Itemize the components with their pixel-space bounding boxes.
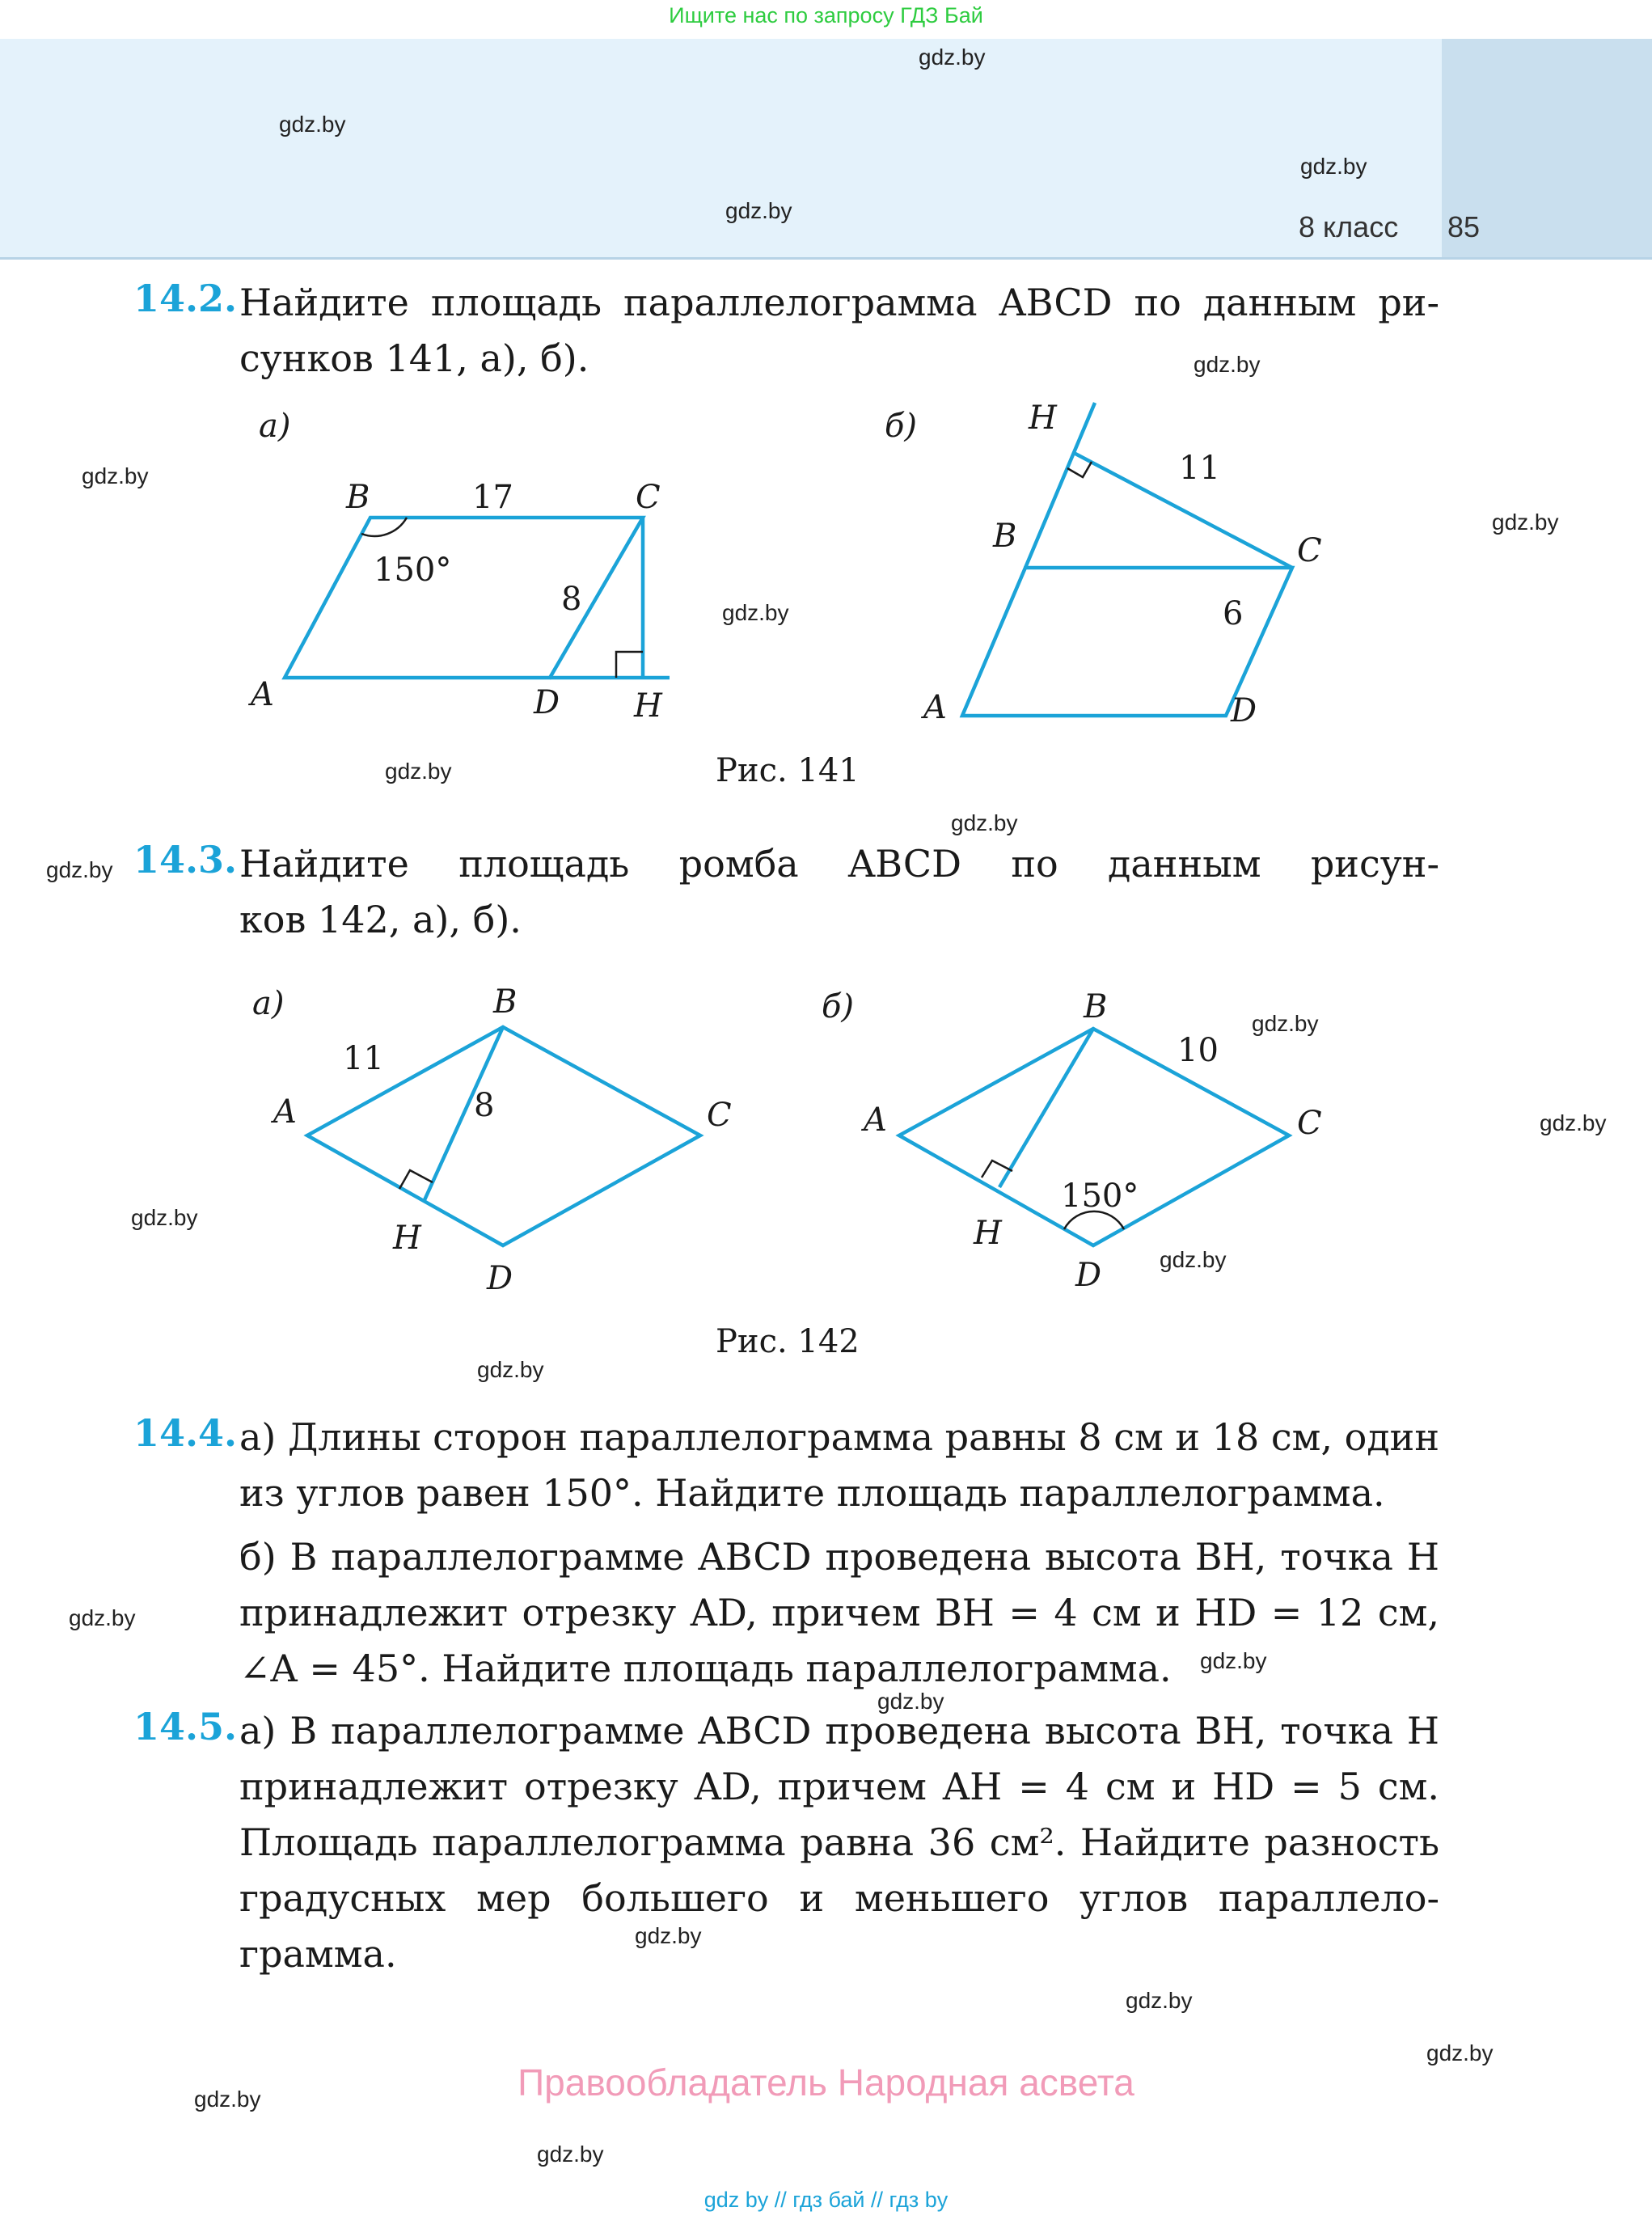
problem-text-line: Найдите площадь параллелограмма ABCD по данным ри- bbox=[239, 281, 1439, 324]
parallelogram-a bbox=[285, 518, 643, 678]
problem-text-line: а) В параллелограмме ABCD проведена высота BH, точка H bbox=[239, 1709, 1439, 1753]
vertex-label: D bbox=[1075, 1257, 1102, 1294]
vertex-label: A bbox=[251, 676, 274, 713]
watermark: gdz.by bbox=[1426, 2040, 1494, 2065]
problem-text-line: ∠A = 45°. Найдите площадь параллелограмма. bbox=[239, 1647, 1172, 1690]
problem-text-line: ков 142, а), б). bbox=[239, 898, 522, 941]
watermark: gdz.by bbox=[131, 1205, 198, 1230]
length-label: 11 bbox=[1179, 450, 1220, 487]
vertex-label: H bbox=[393, 1220, 421, 1257]
vertex-label: C bbox=[1297, 1105, 1322, 1142]
problem-text-line: а) Длины сторон параллелограмма равны 8 см и 18 см, один bbox=[239, 1415, 1439, 1459]
problem-number: 14.2. bbox=[133, 277, 238, 320]
problem-text-line: Найдите площадь ромба ABCD по данным рисун- bbox=[239, 842, 1439, 886]
watermark: gdz.by bbox=[1492, 509, 1559, 535]
watermark: gdz.by bbox=[385, 759, 452, 784]
vertex-label: H bbox=[974, 1215, 1002, 1252]
watermark: gdz.by bbox=[1194, 352, 1261, 377]
length-label: 6 bbox=[1223, 595, 1244, 632]
problem-text-line: б) В параллелограмме ABCD проведена высота BH, точка H bbox=[239, 1535, 1439, 1579]
problem-text-line: принадлежит отрезку AD, причем BH = 4 см и HD = 12 см, bbox=[239, 1591, 1439, 1634]
top-banner[interactable]: Ищите нас по запросу ГДЗ Бай bbox=[669, 3, 983, 27]
right-angle-mark bbox=[616, 652, 643, 678]
length-label: 17 bbox=[472, 479, 513, 516]
watermark: gdz.by bbox=[194, 2087, 261, 2112]
length-label: 8 bbox=[561, 581, 582, 618]
watermark: gdz.by bbox=[1252, 1011, 1319, 1036]
watermark: gdz.by bbox=[1160, 1247, 1227, 1272]
right-angle-mark bbox=[399, 1170, 433, 1189]
length-label: 10 bbox=[1177, 1032, 1219, 1069]
problem-text-line: градусных мер большего и меньшего углов параллело- bbox=[239, 1876, 1439, 1920]
header-band bbox=[0, 39, 1442, 257]
copyright-credit: Правообладатель Народная асвета bbox=[518, 2061, 1134, 2103]
angle-label: 150° bbox=[1061, 1178, 1139, 1215]
watermark: gdz.by bbox=[1200, 1648, 1267, 1673]
watermark: gdz.by bbox=[46, 857, 113, 882]
vertex-label: H bbox=[634, 687, 662, 725]
header-divider bbox=[0, 257, 1652, 260]
watermark: gdz.by bbox=[69, 1605, 136, 1630]
vertex-label: C bbox=[707, 1097, 732, 1134]
watermark: gdz.by bbox=[919, 44, 986, 70]
length-label: 8 bbox=[474, 1087, 495, 1124]
length-label: 11 bbox=[343, 1040, 384, 1077]
vertex-label: A bbox=[273, 1093, 297, 1131]
right-angle-mark bbox=[1067, 462, 1092, 477]
watermark: gdz.by bbox=[279, 112, 346, 137]
problem-number: 14.4. bbox=[133, 1411, 238, 1455]
vertex-label: B bbox=[346, 479, 370, 516]
angle-label: 150° bbox=[374, 552, 452, 589]
vertex-label: A bbox=[864, 1101, 887, 1139]
watermark: gdz.by bbox=[477, 1357, 544, 1382]
problem-number: 14.5. bbox=[133, 1705, 238, 1748]
watermark: gdz.by bbox=[1300, 154, 1367, 179]
vertex-label: D bbox=[534, 684, 560, 721]
watermark: gdz.by bbox=[951, 810, 1018, 835]
figure-142 bbox=[0, 954, 1652, 1342]
figure-caption: Рис. 141 bbox=[716, 752, 860, 789]
problem-text-line: грамма. bbox=[239, 1932, 397, 1976]
watermark: gdz.by bbox=[635, 1923, 702, 1948]
vertex-label: C bbox=[636, 479, 661, 516]
problem-text-line: принадлежит отрезку AD, причем AH = 4 см и HD = 5 см. bbox=[239, 1765, 1439, 1808]
footer-links[interactable]: gdz by // гдз бай // гдз by bbox=[703, 2188, 949, 2212]
problem-text-line: Площадь параллелограмма равна 36 см². Найдите разность bbox=[239, 1820, 1439, 1864]
figure-tag: б) bbox=[822, 988, 855, 1025]
watermark: gdz.by bbox=[877, 1689, 944, 1714]
vertex-label: B bbox=[993, 518, 1017, 555]
problem-text-line: сунков 141, а), б). bbox=[239, 336, 589, 380]
vertex-label: D bbox=[1231, 692, 1257, 729]
problem-text-line: из углов равен 150°. Найдите площадь параллелограмма. bbox=[239, 1471, 1385, 1515]
vertex-label: C bbox=[1297, 532, 1322, 569]
watermark: gdz.by bbox=[1126, 1988, 1193, 2013]
figure-tag: а) bbox=[252, 985, 285, 1022]
vertex-label: B bbox=[1084, 988, 1108, 1025]
watermark: gdz.by bbox=[725, 198, 792, 223]
vertex-label: A bbox=[923, 689, 947, 726]
figure-141 bbox=[0, 388, 1652, 809]
watermark: gdz.by bbox=[537, 2142, 604, 2167]
watermark: gdz.by bbox=[82, 463, 149, 488]
watermark: gdz.by bbox=[722, 600, 789, 625]
problem-number: 14.3. bbox=[133, 838, 238, 882]
figure-tag: а) bbox=[259, 408, 291, 445]
vertex-label: B bbox=[493, 983, 518, 1021]
figure-tag: б) bbox=[885, 408, 918, 445]
figure-caption: Рис. 142 bbox=[716, 1323, 860, 1360]
vertex-label: H bbox=[1029, 400, 1057, 437]
vertex-label: D bbox=[487, 1260, 513, 1297]
watermark: gdz.by bbox=[1540, 1110, 1607, 1135]
page-number: 85 bbox=[1447, 210, 1481, 243]
grade-label: 8 класс bbox=[1299, 210, 1399, 243]
